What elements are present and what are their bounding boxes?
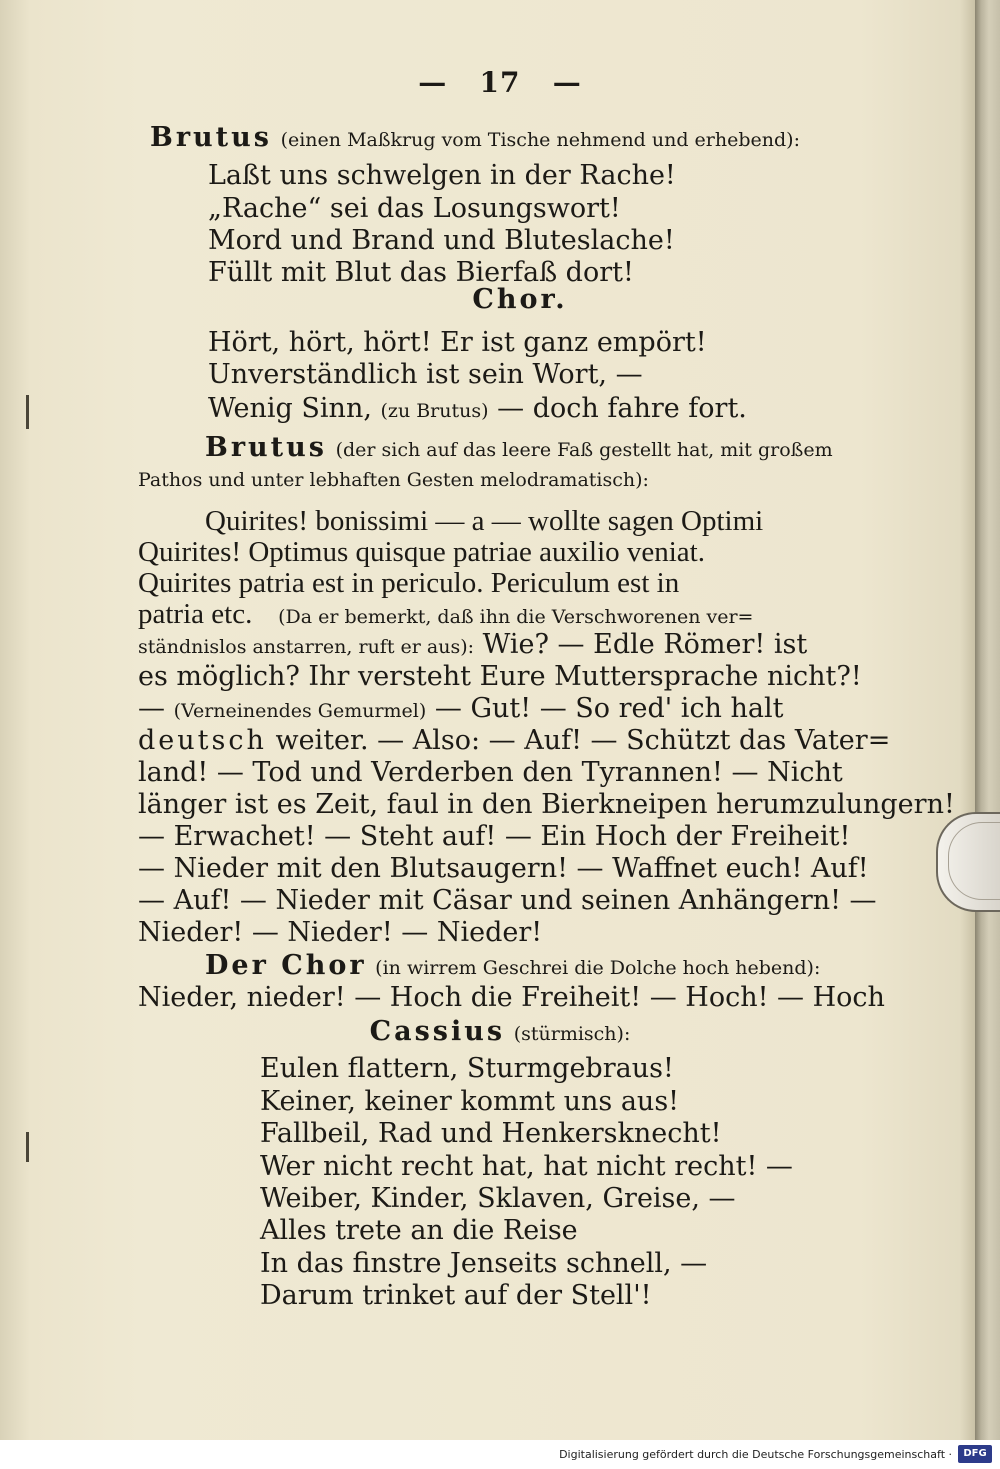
verse-text: Wenig Sinn,	[208, 393, 372, 424]
book-spine	[975, 0, 1000, 1440]
verse-line: Mord und Brand und Bluteslache!	[208, 225, 675, 256]
verse-line: Alles trete an die Reise	[260, 1215, 578, 1246]
verse-line: Hört, hört, hört! Er ist ganz empört!	[208, 327, 707, 358]
prose-text: patria etc.	[138, 598, 253, 630]
stage-direction: ständnislos anstarren, ruft er aus):	[138, 636, 475, 658]
prose-text-spaced: deutsch	[138, 725, 267, 756]
verse-line: Unverständlich ist sein Wort, —	[208, 359, 643, 390]
prose-text: —	[138, 693, 165, 724]
prose-line: — Auf! — Nieder mit Cäsar und seinen Anhängern! —	[138, 885, 877, 916]
stage-direction: (Verneinendes Gemurmel)	[173, 700, 427, 722]
prose-line: land! — Tod und Verderben den Tyrannen! — Nicht	[138, 757, 843, 788]
prose-line: Quirites patria est in periculo. Periculum est in	[138, 567, 680, 599]
speaker-name: Brutus	[205, 432, 327, 463]
funding-notice: Digitalisierung gefördert durch die Deutsche Forschungsgemeinschaft ·	[559, 1448, 952, 1461]
stage-direction: Pathos und unter lebhaften Gesten melodramatisch):	[138, 469, 649, 491]
prose-text: weiter. — Also: — Auf! — Schützt das Vater=	[275, 725, 891, 756]
prose-line: Quirites! Optimus quisque patriae auxilio veniat.	[138, 536, 705, 568]
prose-text: Wie? — Edle Römer! ist	[482, 629, 808, 660]
verse-line: „Rache“ sei das Losungswort!	[208, 193, 621, 224]
stage-direction: (zu Brutus)	[380, 400, 489, 422]
speaker-line	[205, 950, 820, 984]
prose-text: — Gut! — So red' ich halt	[434, 693, 784, 724]
page-number	[0, 66, 1000, 99]
verse-line: Keiner, keiner kommt uns aus!	[260, 1086, 680, 1117]
prose-line: Quirites! bonissimi — a — wollte sagen Optimi	[205, 505, 764, 537]
verse-line: Fallbeil, Rad und Henkersknecht!	[260, 1118, 722, 1149]
prose-line: — Nieder mit den Blutsaugern! — Waffnet euch! Auf!	[138, 853, 869, 884]
verse-line	[208, 393, 747, 427]
verse-line: In das finstre Jenseits schnell, —	[260, 1248, 708, 1279]
speaker-name: Brutus	[150, 122, 272, 153]
verse-line: Laßt uns schwelgen in der Rache!	[208, 160, 676, 191]
page-number-value: 17	[479, 66, 521, 99]
page-tab-marker-inner	[948, 822, 1000, 900]
verse-line: Eulen flattern, Sturmgebraus!	[260, 1053, 674, 1084]
prose-line: Nieder, nieder! — Hoch die Freiheit! — Hoch! — Hoch	[138, 982, 885, 1013]
verse-line: Wer nicht recht hat, hat nicht recht! —	[260, 1151, 793, 1182]
footer-bar	[0, 1440, 1000, 1469]
speaker-line	[0, 284, 1000, 316]
speaker-name: Chor.	[472, 284, 568, 315]
speaker-line	[0, 1016, 1000, 1050]
speaker-line	[205, 432, 833, 466]
verse-line: Darum trinket auf der Stell'!	[260, 1280, 652, 1311]
verse-line: Füllt mit Blut das Bierfaß dort!	[208, 257, 634, 288]
stage-direction: (stürmisch):	[513, 1023, 631, 1045]
speaker-name: Cassius	[369, 1016, 506, 1047]
stage-direction: (Da er bemerkt, daß ihn die Verschworenen ver=	[278, 606, 754, 628]
verse-line: Weiber, Kinder, Sklaven, Greise, —	[260, 1183, 736, 1214]
prose-line	[138, 629, 807, 663]
speaker-name: Der Chor	[205, 950, 367, 981]
stage-direction: (in wirrem Geschrei die Dolche hoch hebend):	[375, 957, 821, 979]
margin-mark	[26, 395, 29, 429]
prose-line: es möglich? Ihr versteht Eure Muttersprache nicht?!	[138, 661, 862, 692]
prose-line: Nieder! — Nieder! — Nieder!	[138, 917, 543, 948]
page-number-dash: —	[552, 66, 582, 99]
prose-line: länger ist es Zeit, faul in den Bierkneipen herumzulungern!	[138, 789, 955, 820]
speaker-line	[150, 122, 800, 156]
page-number-dash: —	[418, 66, 448, 99]
prose-line	[138, 725, 890, 757]
prose-line	[138, 598, 753, 633]
prose-line	[138, 693, 784, 727]
prose-line: — Erwachet! — Steht auf! — Ein Hoch der Freiheit!	[138, 821, 851, 852]
dfg-logo: DFG	[958, 1445, 992, 1463]
margin-mark	[26, 1132, 29, 1162]
stage-direction: (einen Maßkrug vom Tische nehmend und erhebend):	[280, 129, 800, 151]
verse-text: — doch fahre fort.	[497, 393, 747, 424]
stage-direction: (der sich auf das leere Faß gestellt hat, mit großem	[335, 439, 833, 461]
